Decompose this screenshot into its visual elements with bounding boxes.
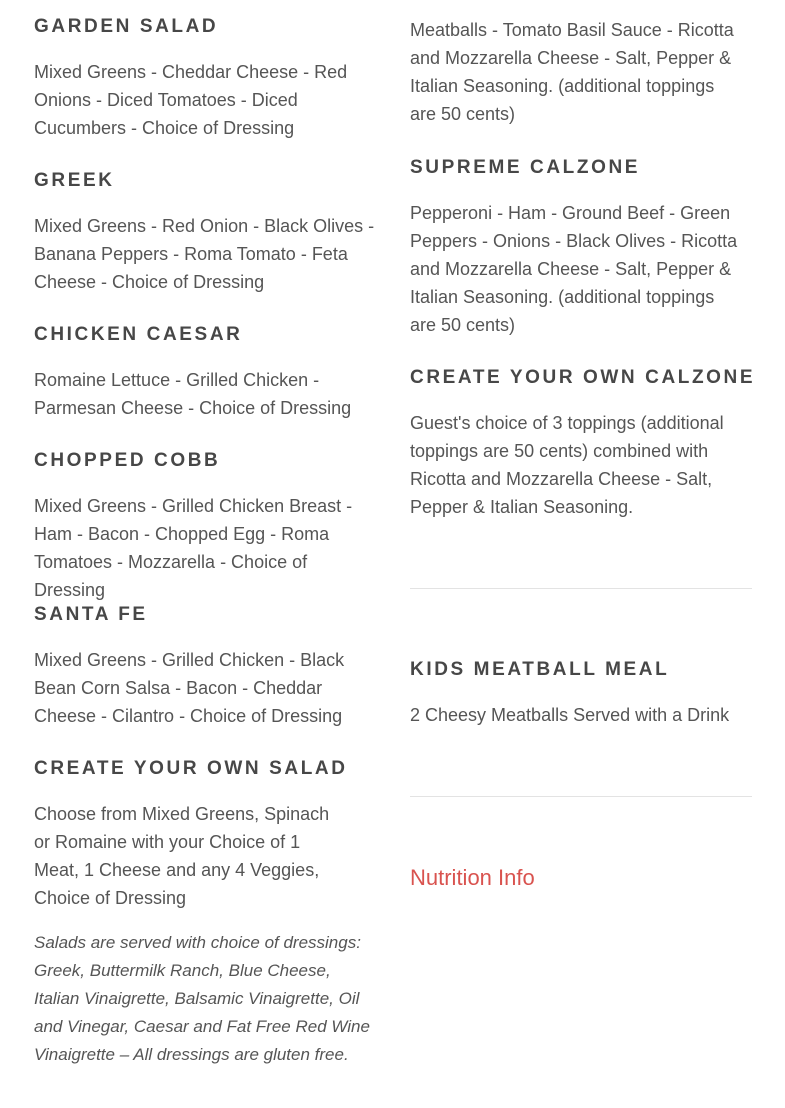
menu-item-supreme-calzone [410, 155, 752, 339]
item-title: KIDS MEATBALL MEAL [410, 659, 670, 680]
menu-item-create-your-own-calzone [410, 365, 756, 521]
item-description: Mixed Greens - Red Onion - Black Olives - Banana Peppers - Roma Tomato - Feta Cheese - Choice of Dressing [34, 216, 375, 292]
menu-item-santa-fe [34, 602, 379, 730]
item-title: CREATE YOUR OWN CALZONE [410, 367, 756, 388]
menu-item-chicken-caesar [34, 322, 379, 422]
item-description: Choose from Mixed Greens, Spinach or Romaine with your Choice of 1 Meat, 1 Cheese and any 4 Veggies, Choice of Dressing [34, 804, 330, 908]
item-description: Romaine Lettuce - Grilled Chicken - Parmesan Cheese - Choice of Dressing [34, 370, 352, 418]
item-title: SUPREME CALZONE [410, 157, 641, 178]
item-title: GARDEN SALAD [34, 16, 219, 37]
item-title: GREEK [34, 170, 115, 191]
item-description: Mixed Greens - Cheddar Cheese - Red Onions - Diced Tomatoes - Diced Cucumbers - Choice of Dressing [34, 62, 348, 138]
item-description: Mixed Greens - Grilled Chicken - Black Bean Corn Salsa - Bacon - Cheddar Cheese - Cilantro - Choice of Dressing [34, 650, 345, 726]
divider [410, 588, 752, 589]
item-title: CHOPPED COBB [34, 450, 221, 471]
item-title: CREATE YOUR OWN SALAD [34, 758, 348, 779]
menu-item-create-your-own-salad [34, 756, 348, 912]
item-title: CHICKEN CAESAR [34, 324, 243, 345]
menu-item-chopped-cobb [34, 448, 379, 604]
item-description: Guest's choice of 3 toppings (additional toppings are 50 cents) combined with Ricotta and Mozzarella Cheese - Salt, Pepper & Italian Seasoning. [410, 413, 724, 517]
item-description: Pepperoni - Ham - Ground Beef - Green Peppers - Onions - Black Olives - Ricotta and Mozzarella Cheese - Salt, Pepper & Italian Seasoning. (additional toppings are 50 cents) [410, 203, 738, 335]
item-title: SANTA FE [34, 604, 148, 625]
menu-item-garden-salad [34, 14, 379, 142]
item-description-continued: Meatballs - Tomato Basil Sauce - Ricotta and Mozzarella Cheese - Salt, Pepper & Italian Seasoning. (additional toppings are 50 cents) [410, 20, 734, 124]
menu-item-kids-meatball-meal [410, 657, 752, 729]
nutrition-info-link[interactable]: Nutrition Info [410, 865, 535, 890]
menu-item-greek [34, 168, 379, 296]
dressing-note: Salads are served with choice of dressings: Greek, Buttermilk Ranch, Blue Cheese, Italian Vinaigrette, Balsamic Vinaigrette, Oil and Vinegar, Caesar and Fat Free Red Wine Vinaigrette – All dressings are gluten free. [34, 933, 370, 1064]
divider [410, 796, 752, 797]
item-description: Mixed Greens - Grilled Chicken Breast - Ham - Bacon - Chopped Egg - Roma Tomatoes - Mozzarella - Choice of Dressing [34, 496, 353, 600]
item-description: 2 Cheesy Meatballs Served with a Drink [410, 705, 730, 725]
